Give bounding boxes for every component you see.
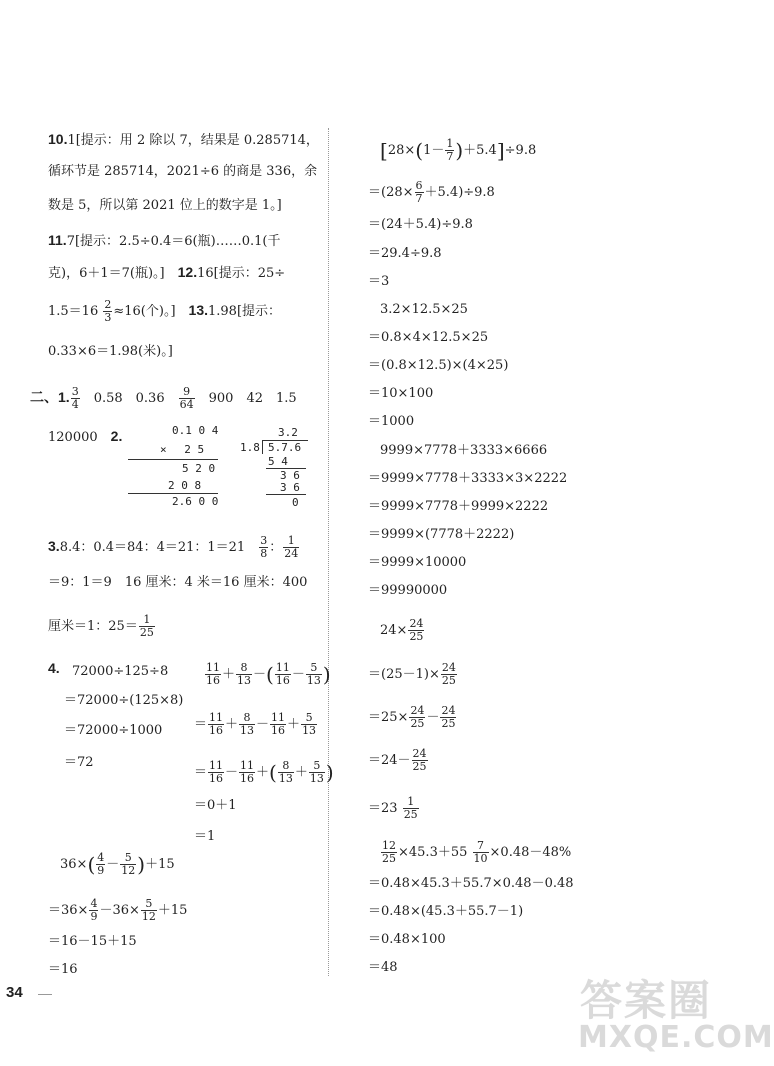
re-l1: $\frac{12}{25}$ ×45.3＋55 $\frac{7}{10}$ ×0.48－48% <box>382 839 572 865</box>
ra-l1: [28×(1－ $\frac{1}{7}$ )＋5.4]÷9.8 <box>380 137 537 163</box>
rc-l2: ＝9999×7778＋3333×3×2222 <box>368 471 568 486</box>
sec2-line1: 二、1. $\frac{3}{4}$ 0.58 0.36 $\frac{9}{64}$ 900 42 1.5 <box>30 385 297 411</box>
q4-right-l1: $\frac{11}{16}$ ＋ $\frac{8}{13}$ －( $\frac{11}{16}$ － $\frac{5}{13}$ ) <box>206 661 331 687</box>
q5-l1: 36×( $\frac{4}{9}$ － $\frac{5}{12}$ )＋15 <box>60 851 175 877</box>
q11-line2: 克)，6＋1＝7(瓶)。] 12.16[提示：25÷ <box>48 264 286 281</box>
rb-l1: 3.2×12.5×25 <box>380 302 468 317</box>
div-divisor: 1.8 <box>240 441 260 454</box>
rd-l2: ＝(25－1)× $\frac{24}{25}$ <box>368 661 456 687</box>
re-l3: ＝0.48×(45.3＋55.7－1) <box>368 904 524 919</box>
mult-row4: 2 0 8 <box>168 479 202 492</box>
fraction: $\frac{2}{3}$ <box>104 298 112 324</box>
page-rule <box>38 994 52 995</box>
q4-l1: 72000÷125÷8 <box>72 664 169 679</box>
ra-l4: ＝29.4÷9.8 <box>368 246 442 261</box>
watermark-url: MXQE.COM <box>578 1020 774 1055</box>
q5-l2: ＝36× $\frac{4}{9}$ －36× $\frac{5}{12}$ ＋15 <box>48 897 188 923</box>
rc-l3: ＝9999×7778＋9999×2222 <box>368 499 549 514</box>
mult-row5: 2.6 0 0 <box>172 495 219 508</box>
column-divider <box>328 128 329 976</box>
mult-rule <box>128 493 218 494</box>
q4-right-l5: ＝1 <box>194 829 216 844</box>
div-step2: 3 6 <box>280 469 300 482</box>
q3-line3: 厘米＝1：25＝ $\frac{1}{25}$ <box>48 613 154 639</box>
re-l5: ＝48 <box>368 960 398 975</box>
q4-l3: ＝72000÷1000 <box>64 723 163 738</box>
div-quotient: 3.2 <box>278 426 298 439</box>
rb-l2: ＝0.8×4×12.5×25 <box>368 330 489 345</box>
q10-line3: 数是 5，所以第 2021 位上的数字是 1。] <box>48 198 282 213</box>
mult-rule <box>128 459 218 460</box>
rd-l4: ＝24－ $\frac{24}{25}$ <box>368 747 427 773</box>
div-step1: 5 4 <box>268 455 288 468</box>
ra-l3: ＝(24＋5.4)÷9.8 <box>368 217 473 232</box>
q10-line2: 循环节是 285714，2021÷6 的商是 336，余 <box>48 164 318 179</box>
rb-l4: ＝10×100 <box>368 386 434 401</box>
q4-right-l4: ＝0＋1 <box>194 798 237 813</box>
q10-line1: 10.1[提示：用 2 除以 7，结果是 0.285714， <box>48 131 319 148</box>
q4-l2: ＝72000÷(125×8) <box>64 693 184 708</box>
rb-l5: ＝1000 <box>368 414 415 429</box>
q4-num: 4. <box>48 660 60 676</box>
q3-line2: ＝9：1＝9 16 厘米：4 米＝16 厘米：400 <box>48 575 308 590</box>
rb-l3: ＝(0.8×12.5)×(4×25) <box>368 358 509 373</box>
mult-row1: 0.1 0 4 <box>172 424 219 437</box>
ra-l2: ＝(28× $\frac{6}{7}$ ＋5.4)÷9.8 <box>368 179 495 205</box>
q5-l3: ＝16－15＋15 <box>48 934 137 949</box>
ra-l5: ＝3 <box>368 274 390 289</box>
rc-l6: ＝99990000 <box>368 583 448 598</box>
rd-l3: ＝25× $\frac{24}{25}$ － $\frac{24}{25}$ <box>368 704 456 730</box>
q13-line: 0.33×6＝1.98(米)。] <box>48 344 173 359</box>
mult-row2: × 2 5 <box>160 443 205 456</box>
q4-right-l2: ＝ $\frac{11}{16}$ ＋ $\frac{8}{13}$ － $\frac{11}{16}$ ＋ $\frac{5}{13}$ <box>194 711 317 737</box>
watermark-logo: 答案圈 <box>580 976 713 1025</box>
div-bracket <box>262 440 263 454</box>
re-l2: ＝0.48×45.3＋55.7×0.48－0.48 <box>368 876 574 891</box>
q11-line1: 11.7[提示：2.5÷0.4＝6(瓶)……0.1(千 <box>48 232 281 249</box>
page-number: 34 <box>6 984 23 1001</box>
rc-l1: 9999×7778＋3333×6666 <box>380 443 548 458</box>
q12-line: 1.5＝16 $\frac{2}{3}$ ≈16(个)。] 13.1.98[提示： <box>48 298 282 324</box>
sec2-line2: 120000 2. <box>48 428 123 445</box>
q4-right-l3: ＝ $\frac{11}{16}$ － $\frac{11}{16}$ ＋( $\frac{8}{13}$ ＋ $\frac{5}{13}$ ) <box>194 759 334 785</box>
q5-l4: ＝16 <box>48 962 78 977</box>
rd-l5: ＝23 $\frac{1}{25}$ <box>368 795 418 821</box>
re-l4: ＝0.48×100 <box>368 932 446 947</box>
rc-l5: ＝9999×10000 <box>368 555 467 570</box>
q3-line1: 3.8.4：0.4＝84：4＝21：1＝21 $\frac{3}{8}$ ： $\frac{1}{24}$ <box>48 534 299 560</box>
div-dividend: 5.7.6 <box>268 441 302 454</box>
mult-row3: 5 2 0 <box>182 462 216 475</box>
div-step3: 3 6 <box>280 481 300 494</box>
rc-l4: ＝9999×(7778＋2222) <box>368 527 515 542</box>
q4-l4: ＝72 <box>64 755 94 770</box>
div-rule <box>266 494 306 495</box>
div-step4: 0 <box>292 496 299 509</box>
rd-l1: 24× $\frac{24}{25}$ <box>380 617 424 643</box>
